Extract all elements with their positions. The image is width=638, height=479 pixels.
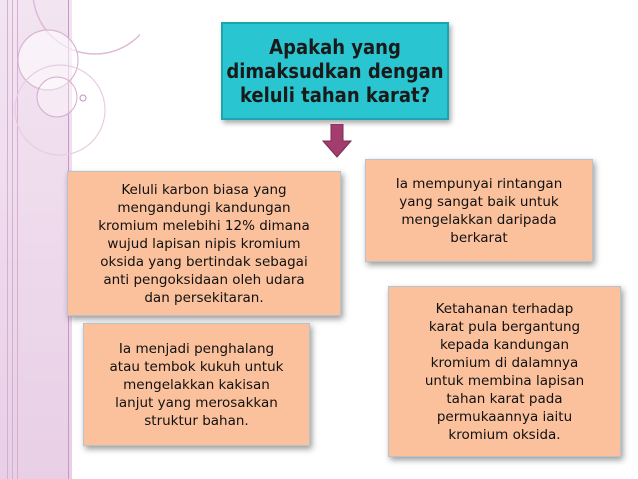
down-arrow-icon: [322, 124, 352, 158]
definition-box: [67, 171, 341, 316]
barrier-box: [83, 323, 310, 446]
decorative-circles: [0, 0, 140, 200]
dependency-box: [388, 286, 621, 457]
deco-dot: [80, 95, 86, 101]
resistance-box: [365, 159, 593, 262]
question-title-box: [221, 22, 449, 120]
definition-text: Keluli karbon biasa yang mengandungi kandungan kromium melebihi 12% dimana wujud lapisan nipis kromium oksida yang bertindak sebagai anti pengoksidaan oleh udara dan persekitaran.: [98, 181, 310, 306]
resistance-text: Ia mempunyai rintangan yang sangat baik untuk mengelakkan daripada berkarat: [395, 175, 563, 246]
question-title: Apakah yang dimaksudkan dengan keluli tahan karat?: [226, 35, 444, 107]
deco-ring-small: [37, 77, 77, 117]
dependency-text: Ketahanan terhadap karat pula bergantung kepada kandungan kromium di dalamnya untuk membina lapisan tahan karat pada permukaannya iaitu kromium oksida.: [424, 300, 585, 443]
barrier-text: Ia menjadi penghalang atau tembok kukuh untuk mengelakkan kakisan lanjut yang merosakkan struktur bahan.: [109, 340, 284, 429]
